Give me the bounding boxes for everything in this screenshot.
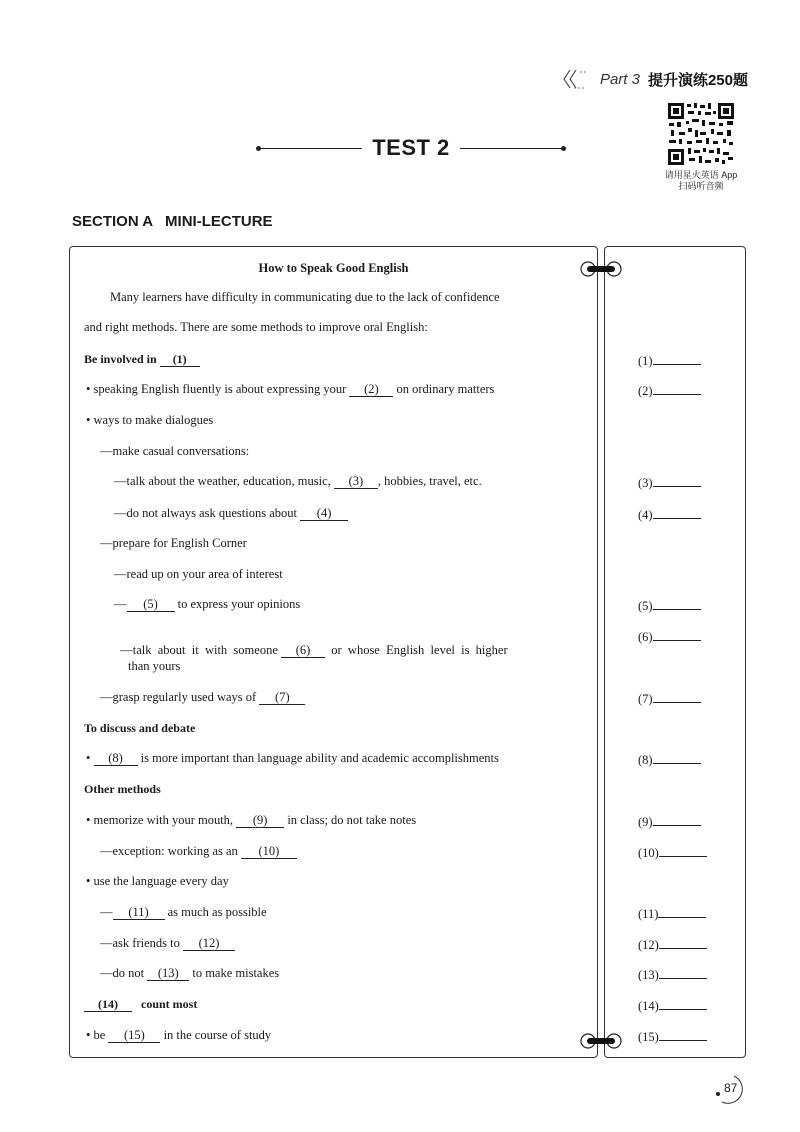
- outline-text: • be: [86, 1028, 109, 1042]
- header-ornament-icon: [562, 66, 592, 92]
- outline-text: —talk about the weather, education, music,: [114, 474, 334, 488]
- outline-line-20: [100, 936, 235, 951]
- outline-text: —ask friends to: [100, 936, 183, 950]
- answer-number: (2): [638, 384, 653, 398]
- answer-number: (10): [638, 846, 659, 860]
- answer-field-14[interactable]: [638, 997, 707, 1014]
- outline-line-12: [100, 690, 305, 705]
- outline-text: —: [100, 905, 113, 919]
- outline-text: Be involved in: [84, 352, 160, 366]
- header-subtitle: 提升演练250题: [647, 71, 748, 89]
- outline-text: in the course of study: [160, 1028, 272, 1042]
- answer-line[interactable]: [659, 997, 707, 1010]
- intro-line-1: Many learners have difficulty in communicating due to the lack of confidence: [110, 290, 500, 304]
- outline-text: count most: [138, 997, 198, 1011]
- answer-field-2[interactable]: [638, 382, 701, 399]
- answer-line[interactable]: [653, 690, 701, 703]
- qr-caption-line-2: 扫码听音频: [678, 181, 724, 191]
- answer-field-6[interactable]: [638, 628, 701, 645]
- answer-line[interactable]: [653, 474, 701, 487]
- answer-number: (4): [638, 508, 653, 522]
- outline-line-21: [100, 966, 279, 981]
- blank-3: (3): [334, 474, 378, 489]
- answer-field-1[interactable]: [638, 352, 701, 369]
- blank-13: (13): [147, 966, 189, 981]
- outline-line-23: [86, 1028, 271, 1043]
- outline-text: to express your opinions: [174, 597, 301, 611]
- outline-text: —do not: [100, 966, 148, 980]
- lecture-title: How to Speak Good English: [258, 261, 409, 275]
- blank-1: (1): [160, 352, 200, 367]
- binder-ring-icon: [579, 1032, 623, 1050]
- qr-caption: [655, 170, 747, 192]
- outline-text: on ordinary matters: [393, 382, 495, 396]
- answer-line[interactable]: [653, 382, 701, 395]
- blank-6: (6): [281, 643, 325, 658]
- test-title-text: TEST 2: [372, 135, 450, 160]
- answer-field-5[interactable]: [638, 597, 701, 614]
- answer-line[interactable]: [653, 628, 701, 641]
- outline-heading-1: [84, 352, 200, 367]
- qr-code-icon[interactable]: [667, 102, 735, 166]
- page-header: [562, 66, 748, 92]
- outline-text: in class; do not take notes: [284, 813, 417, 827]
- answer-line[interactable]: [659, 1028, 707, 1041]
- outline-line-3: • ways to make dialogues: [86, 413, 214, 427]
- answer-number: (7): [638, 692, 653, 706]
- answer-field-7[interactable]: [638, 690, 701, 707]
- answer-line[interactable]: [653, 751, 701, 764]
- answer-line[interactable]: [653, 597, 701, 610]
- outline-line-2: [86, 382, 494, 397]
- blank-4: (4): [300, 506, 348, 521]
- outline-text: • speaking English fluently is about expressing your: [86, 382, 350, 396]
- header-part: Part 3: [599, 70, 640, 88]
- title-rule-left: [258, 148, 362, 149]
- outline-heading-3: Other methods: [84, 782, 161, 796]
- answer-line[interactable]: [659, 966, 707, 979]
- blank-5: (5): [127, 597, 175, 612]
- outline-line-4: —make casual conversations:: [100, 444, 250, 458]
- outline-text: •: [86, 751, 94, 765]
- answer-line[interactable]: [658, 905, 706, 918]
- outline-text: —: [114, 597, 127, 611]
- blank-15: (15): [108, 1028, 160, 1043]
- outline-line-6: [114, 506, 348, 521]
- outline-line-5: [114, 474, 482, 489]
- answer-number: (5): [638, 599, 653, 613]
- section-heading: SECTION A MINI-LECTURE: [72, 213, 273, 230]
- outline-heading-4: [84, 997, 197, 1012]
- blank-7: (7): [259, 690, 305, 705]
- test-title: [258, 133, 564, 163]
- outline-line-16: [86, 813, 416, 828]
- outline-line-11: than yours: [128, 659, 181, 673]
- outline-line-8: —read up on your area of interest: [114, 567, 283, 581]
- answer-field-13[interactable]: [638, 966, 707, 983]
- outline-line-19: [100, 905, 267, 920]
- answer-number: (14): [638, 999, 659, 1013]
- answer-number: (6): [638, 630, 653, 644]
- answer-line[interactable]: [659, 936, 707, 949]
- blank-10: (10): [241, 844, 297, 859]
- outline-text: , hobbies, travel, etc.: [377, 474, 482, 488]
- outline-text: or whose English level is higher: [325, 643, 508, 657]
- outline-text: —do not always ask questions about: [114, 506, 301, 520]
- page-number: [712, 1074, 752, 1108]
- answer-field-8[interactable]: [638, 751, 701, 768]
- answer-field-15[interactable]: [638, 1028, 707, 1045]
- answer-number: (11): [638, 907, 659, 921]
- answer-field-4[interactable]: [638, 506, 701, 523]
- outline-text: is more important than language ability and academic accomplishments: [137, 751, 499, 765]
- outline-text: —talk about it with someone: [120, 643, 281, 657]
- answer-line[interactable]: [653, 352, 701, 365]
- outline-text: to make mistakes: [189, 966, 280, 980]
- outline-line-18: • use the language every day: [86, 874, 229, 888]
- intro-line-2: and right methods. There are some methods to improve oral English:: [84, 320, 428, 334]
- outline-line-17: [100, 844, 297, 859]
- outline-heading-2: To discuss and debate: [84, 721, 196, 735]
- answer-line[interactable]: [653, 813, 701, 826]
- blank-12: (12): [183, 936, 235, 951]
- blank-2: (2): [349, 382, 393, 397]
- outline-text: as much as possible: [164, 905, 267, 919]
- blank-11: (11): [113, 905, 165, 920]
- answer-number: (3): [638, 476, 653, 490]
- blank-8: (8): [94, 751, 138, 766]
- answer-number: (12): [638, 938, 659, 952]
- outline-text: —exception: working as an: [100, 844, 241, 858]
- outline-line-10: [114, 628, 508, 658]
- outline-line-7: —prepare for English Corner: [100, 536, 247, 550]
- answer-number: (8): [638, 753, 653, 767]
- qr-caption-line-1: 请用星火英语 App: [664, 170, 738, 180]
- outline-line-14: [86, 751, 499, 766]
- page-number-text: 87: [724, 1081, 738, 1095]
- outline-text: • memorize with your mouth,: [86, 813, 237, 827]
- answer-number: (15): [638, 1030, 659, 1044]
- blank-9: (9): [236, 813, 284, 828]
- answer-field-10[interactable]: [638, 844, 707, 861]
- answer-line[interactable]: [653, 506, 701, 519]
- answer-field-9[interactable]: [638, 813, 701, 830]
- answer-number: (9): [638, 815, 653, 829]
- blank-14: (14): [84, 997, 132, 1012]
- answer-line[interactable]: [659, 844, 707, 857]
- title-rule-right: [460, 148, 564, 149]
- answer-number: (13): [638, 968, 659, 982]
- outline-text: —grasp regularly used ways of: [100, 690, 260, 704]
- answer-number: (1): [638, 354, 653, 368]
- answer-field-11[interactable]: [638, 905, 706, 922]
- answer-field-3[interactable]: [638, 474, 701, 491]
- answer-field-12[interactable]: [638, 936, 707, 953]
- outline-line-9: [114, 597, 300, 612]
